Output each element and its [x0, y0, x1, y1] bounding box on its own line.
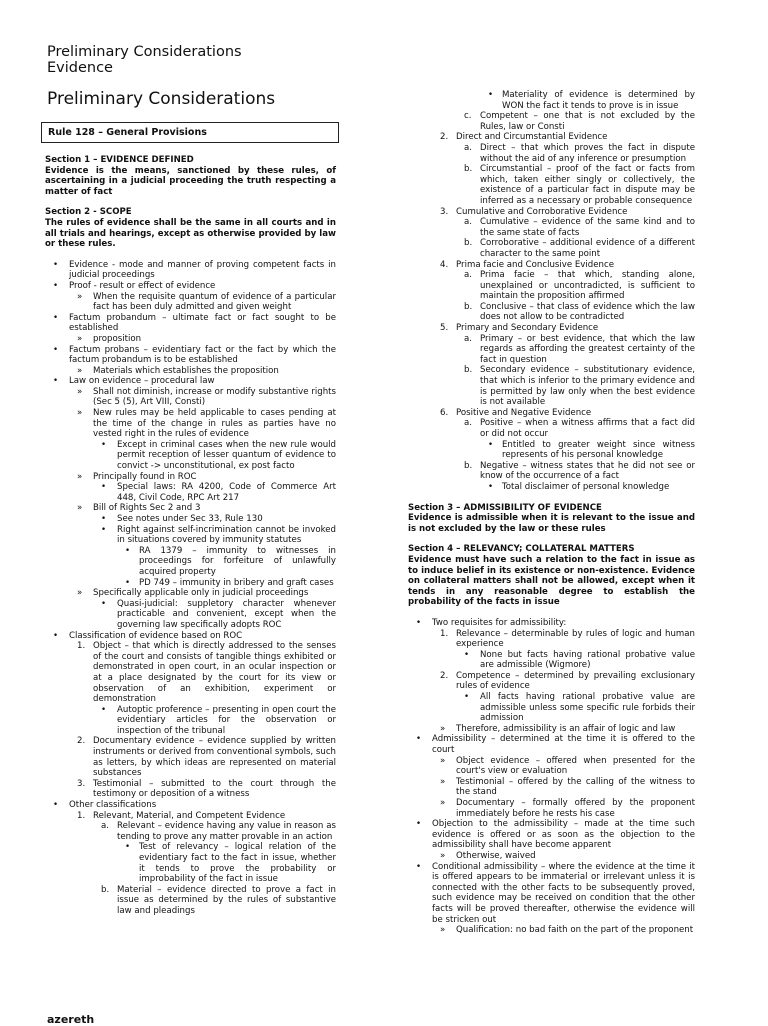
list-item	[45, 885, 336, 917]
list-item-text: Therefore, admissibility is an affair of logic and law	[456, 723, 676, 734]
list-item	[45, 578, 336, 589]
list-item-text: New rules may be held applicable to cases pending at the time of the change in rules as parties have no vested right in the rules of evidence	[93, 408, 336, 440]
list-item	[408, 270, 695, 302]
list-marker: a.	[101, 821, 109, 832]
list-item-text: Principally found in ROC	[93, 471, 197, 482]
list-item-text: Direct and Circumstantial Evidence	[456, 132, 608, 143]
list-marker: •	[53, 259, 59, 270]
list-item	[408, 482, 695, 493]
list-marker: »	[77, 471, 83, 482]
list-item-text: Object – that which is directly addressed to the senses of the court and consists of tangible things exhibited or demonstrated in open court, in an ocular inspection or at a place designated by the court for its view or observation of an exhibition, experiment or demonstration	[93, 641, 336, 705]
list-item	[45, 800, 336, 811]
list-item-text: Test of relevancy – logical relation of the evidentiary fact to the fact in issue, whether it tends to prove the probability or improbability of the fact in issue	[139, 842, 336, 885]
list-marker: •	[53, 376, 59, 387]
list-item-text: When the requisite quantum of evidence of a particular fact has been duly admitted and given weight	[93, 291, 336, 313]
list-item-text: Qualification: no bad faith on the part of the proponent	[456, 925, 694, 936]
list-marker: •	[53, 800, 59, 811]
list-marker: •	[416, 734, 422, 745]
list-item	[45, 546, 336, 578]
section-1-title: Section 1 – EVIDENCE DEFINED	[45, 155, 194, 165]
list-item-text: Quasi-judicial: suppletory character whenever practicable and convenient, except when the governing law specifically adopts ROC	[117, 598, 336, 630]
list-item	[408, 650, 695, 671]
list-item-text: All facts having rational probative value are admissible unless some specific rule forbids their admission	[480, 692, 695, 724]
list-marker: •	[53, 630, 59, 641]
list-marker: »	[440, 776, 446, 787]
list-item	[408, 461, 695, 482]
list-marker: »	[77, 503, 83, 514]
list-item	[408, 302, 695, 323]
list-marker: 6.	[440, 407, 449, 418]
list-item	[408, 111, 695, 132]
list-item-text: Factum probandum – ultimate fact or fact sought to be established	[69, 312, 336, 334]
header-title: Preliminary Considerations	[47, 44, 242, 60]
list-item	[45, 387, 336, 408]
list-marker: b.	[464, 365, 473, 376]
list-item-text: Evidence - mode and manner of proving competent facts in judicial proceedings	[69, 259, 336, 281]
list-item	[408, 756, 695, 777]
list-marker: •	[125, 545, 131, 556]
list-item	[45, 514, 336, 525]
list-marker: •	[464, 649, 470, 660]
list-item-text: Documentary evidence – evidence supplied by written instruments or derived from conventional symbols, such as letters, by which ideas are represented on material substances	[93, 736, 336, 779]
list-item-text: Relevance – determinable by rules of logic and human experience	[456, 628, 695, 650]
list-item-text: Circumstantial – proof of the fact or facts from which, taken either singly or collectively, the existence of a particular fact in dispute may be inferred as a necessary or probable consequence	[480, 164, 695, 206]
list-item-text: None but facts having rational probative value are admissible (Wigmore)	[480, 649, 695, 671]
list-marker: b.	[464, 164, 473, 175]
list-item-text: Testimonial – offered by the calling of the witness to the stand	[456, 776, 695, 798]
list-marker: »	[77, 386, 83, 397]
list-item-text: Competent – one that is not excluded by the Rules, law or Consti	[480, 111, 695, 132]
list-item	[408, 618, 695, 629]
list-item-text: proposition	[93, 333, 142, 344]
list-item	[45, 842, 336, 884]
list-item	[408, 862, 695, 926]
list-item	[408, 408, 695, 419]
list-item	[408, 671, 695, 692]
list-marker: •	[416, 861, 422, 872]
list-item-text: Prima facie and Conclusive Evidence	[456, 259, 614, 270]
list-item	[45, 811, 336, 822]
list-marker: •	[53, 280, 59, 291]
list-item	[45, 366, 336, 377]
list-marker: c.	[464, 111, 472, 122]
list-marker: •	[101, 598, 107, 609]
list-marker: •	[101, 514, 107, 524]
running-header	[47, 44, 242, 76]
list-item-text: Otherwise, waived	[456, 850, 536, 861]
list-item	[408, 334, 695, 366]
list-marker: b.	[464, 301, 473, 312]
list-marker: 4.	[440, 259, 449, 270]
list-marker: b.	[101, 884, 110, 895]
list-marker: »	[440, 723, 446, 734]
list-marker: 3.	[77, 778, 86, 789]
list-item-text: Entitled to greater weight since witness represents of his personal knowledge	[502, 439, 695, 461]
left-outline-list	[45, 260, 336, 917]
list-item-text: Classification of evidence based on ROC	[69, 630, 243, 641]
list-marker: •	[488, 481, 494, 492]
list-marker: »	[77, 333, 83, 344]
list-item	[45, 440, 336, 472]
section-4-body: Evidence must have such a relation to the fact in issue as to induce belief in its existence or non-existence. Evidence on collateral matters shall not be allowed, except when it tends in any reasonable degree to establish the probability of the facts in issue	[408, 554, 695, 608]
list-item	[45, 779, 336, 800]
list-item-text: Relevant – evidence having any value in reason as tending to prove any matter provable in an action	[117, 821, 336, 842]
list-marker: a.	[464, 270, 472, 281]
list-item-text: Right against self-incrimination cannot be invoked in situations covered by immunity statutes	[117, 524, 336, 546]
list-marker: 2.	[77, 736, 86, 747]
rule-heading-box: Rule 128 – General Provisions	[41, 122, 339, 143]
list-item	[408, 734, 695, 755]
list-item-text: RA 1379 – immunity to witnesses in proceedings for forfeiture of unlawfully acquired property	[139, 545, 336, 577]
list-item	[45, 641, 336, 705]
section-3-body: Evidence is admissible when it is relevant to the issue and is not excluded by the law or these rules	[408, 513, 695, 534]
list-marker: 2.	[440, 132, 449, 143]
list-item-text: Conclusive – that class of evidence which the law does not allow to be contradicted	[480, 301, 695, 323]
list-item	[45, 705, 336, 737]
list-item-text: Positive – when a witness affirms that a fact did or did not occur	[480, 418, 695, 439]
section-2-body: The rules of evidence shall be the same in all courts and in all trials and hearings, except as otherwise provided by law or these rules.	[45, 217, 336, 250]
list-marker: »	[440, 850, 446, 861]
list-item-text: Shall not diminish, increase or modify substantive rights (Sec 5 (5), Art VIII, Consti)	[93, 386, 336, 408]
list-item-text: Testimonial – submitted to the court through the testimony or deposition of a witness	[93, 778, 336, 800]
list-item	[45, 821, 336, 842]
list-marker: •	[53, 344, 59, 355]
list-item	[408, 925, 695, 936]
list-marker: »	[440, 798, 446, 808]
list-item-text: Autoptic proference – presenting in open court the evidentiary articles for the observation or inspection of the tribunal	[117, 704, 336, 736]
list-item	[408, 260, 695, 271]
list-item-text: Negative – witness states that he did not see or know of the occurrence of a fact	[480, 460, 695, 482]
list-marker: •	[416, 617, 422, 628]
list-item-text: Bill of Rights Sec 2 and 3	[93, 503, 201, 514]
list-item-text: Primary – or best evidence, that which the law regards as affording the greatest certainty of the fact in question	[480, 333, 695, 365]
list-item	[408, 365, 695, 407]
list-item-text: Factum probans – evidentiary fact or the fact by which the factum probandum is to be established	[69, 344, 336, 366]
list-item	[408, 90, 695, 111]
list-marker: 1.	[77, 810, 86, 821]
list-item-text: Admissibility – determined at the time it is offered to the court	[432, 734, 695, 756]
list-marker: 1.	[77, 641, 86, 652]
list-item-text: Primary and Secondary Evidence	[456, 323, 599, 334]
list-item-text: Specifically applicable only in judicial proceedings	[93, 588, 309, 599]
list-item-text: Secondary evidence – substitutionary evidence, that which is inferior to the primary evidence and is permitted by law only when the best evidence is not available	[480, 365, 695, 408]
list-marker: •	[125, 577, 131, 588]
list-item-text: Except in criminal cases when the new rule would permit reception of lesser quantum of evidence to convict -> unconstitutional, ex post facto	[117, 439, 336, 472]
list-marker: a.	[464, 217, 472, 228]
list-item-text: PD 749 – immunity in bribery and graft cases	[139, 577, 334, 588]
list-marker: •	[101, 704, 107, 715]
list-item	[45, 292, 336, 313]
list-marker: •	[53, 312, 59, 323]
list-marker: •	[488, 90, 494, 100]
list-item	[408, 819, 695, 851]
list-item-text: Materiality of evidence is determined by WON the fact it tends to prove is in issue	[502, 90, 695, 111]
list-item-text: Positive and Negative Evidence	[456, 407, 592, 418]
list-marker: »	[440, 925, 446, 936]
list-item	[45, 503, 336, 514]
list-item	[45, 281, 336, 292]
list-item	[408, 164, 695, 206]
list-marker: 5.	[440, 323, 449, 334]
list-item	[45, 313, 336, 334]
list-marker: »	[77, 408, 83, 419]
list-item	[408, 851, 695, 862]
list-item-text: Competence – determined by prevailing exclusionary rules of evidence	[456, 670, 695, 692]
list-marker: b.	[464, 238, 473, 249]
list-item-text: Prima facie – that which, standing alone, unexplained or uncontradicted, is sufficient to maintain the proposition affirmed	[480, 270, 695, 302]
list-item	[408, 207, 695, 218]
list-marker: a.	[464, 142, 472, 153]
page-title: Preliminary Considerations	[47, 89, 276, 109]
list-item-text: Relevant, Material, and Competent Evidence	[93, 810, 286, 821]
list-item-text: Two requisites for admissibility:	[432, 617, 567, 628]
section-2-title: Section 2 - SCOPE	[45, 207, 132, 218]
list-item	[45, 588, 336, 599]
list-marker: •	[488, 439, 494, 450]
list-item	[408, 629, 695, 650]
list-item	[45, 260, 336, 281]
list-item-text: Documentary – formally offered by the proponent immediately before he rests his case	[456, 798, 695, 819]
list-item	[45, 376, 336, 387]
list-marker: 2.	[440, 670, 449, 681]
list-marker: •	[101, 524, 107, 535]
list-item-text: Materials which establishes the proposition	[93, 365, 279, 376]
list-item-text: Cumulative – evidence of the same kind and to the same state of facts	[480, 217, 695, 238]
list-item-text: Total disclaimer of personal knowledge	[502, 481, 670, 492]
list-item-text: Object evidence – offered when presented for the court's view or evaluation	[456, 755, 695, 777]
list-item	[408, 132, 695, 143]
list-item	[45, 482, 336, 503]
list-item-text: Special laws: RA 4200, Code of Commerce Art 448, Civil Code, RPC Art 217	[117, 482, 336, 503]
list-item-text: Cumulative and Corroborative Evidence	[456, 206, 628, 217]
list-item	[45, 334, 336, 345]
list-item	[408, 798, 695, 819]
list-item-text: Conditional admissibility – where the evidence at the time it is offered appears to be immaterial or irrelevant unless it is connected with the other facts to be subsequently proved, such evidence may be received on condition that the other facts will be proved thereafter, otherwise the evidence will be stricken out	[432, 861, 695, 925]
list-marker: »	[77, 588, 83, 599]
list-item	[408, 777, 695, 798]
list-item	[408, 323, 695, 334]
list-marker: a.	[464, 333, 472, 344]
section-1-body: Evidence is the means, sanctioned by these rules, of ascertaining in a judicial proceeding the truth respecting a matter of fact	[45, 165, 336, 197]
list-item	[408, 724, 695, 735]
list-marker: •	[101, 482, 107, 493]
list-item-text: Objection to the admissibility – made at the time such evidence is offered or as soon as the objection to the admissibility shall have become apparent	[432, 819, 695, 851]
list-marker: a.	[464, 418, 472, 429]
list-item	[408, 217, 695, 238]
left-column	[45, 155, 336, 917]
list-item	[45, 408, 336, 440]
right-column	[408, 90, 695, 936]
list-item-text: See notes under Sec 33, Rule 130	[117, 514, 263, 524]
list-item	[45, 345, 336, 366]
list-marker: 3.	[440, 206, 449, 217]
list-marker: b.	[464, 460, 473, 471]
list-marker: •	[101, 439, 107, 450]
list-item	[45, 472, 336, 483]
header-subtitle: Evidence	[47, 60, 113, 76]
list-item-text: Other classifications	[69, 800, 157, 811]
list-item	[408, 418, 695, 439]
list-marker: •	[416, 819, 422, 830]
list-item	[408, 440, 695, 461]
list-item-text: Corroborative – additional evidence of a different character to the same point	[480, 238, 695, 259]
list-item-text: Proof - result or effect of evidence	[69, 280, 216, 291]
section-3-title: Section 3 – ADMISSIBILITY OF EVIDENCE	[408, 502, 602, 513]
right-outline-list-b	[408, 618, 695, 936]
list-item	[45, 631, 336, 642]
list-marker: 1.	[440, 628, 449, 639]
right-outline-list-a	[408, 90, 695, 493]
list-marker: »	[440, 755, 446, 766]
list-item	[45, 525, 336, 546]
list-marker: »	[77, 291, 83, 302]
list-marker: •	[464, 692, 470, 703]
list-item-text: Law on evidence – procedural law	[69, 376, 215, 387]
list-item	[408, 143, 695, 164]
footer-author: azereth	[47, 1013, 95, 1026]
list-marker: •	[125, 842, 131, 853]
section-4-title: Section 4 – RELEVANCY; COLLATERAL MATTERS	[408, 544, 635, 555]
list-item	[408, 238, 695, 259]
list-item	[45, 599, 336, 631]
list-item	[408, 692, 695, 724]
list-item-text: Direct – that which proves the fact in dispute without the aid of any inference or presumption	[480, 142, 695, 164]
list-item-text: Material – evidence directed to prove a fact in issue as determined by the rules of substantive law and pleadings	[117, 884, 336, 916]
list-item	[45, 736, 336, 778]
list-marker: »	[77, 365, 83, 376]
